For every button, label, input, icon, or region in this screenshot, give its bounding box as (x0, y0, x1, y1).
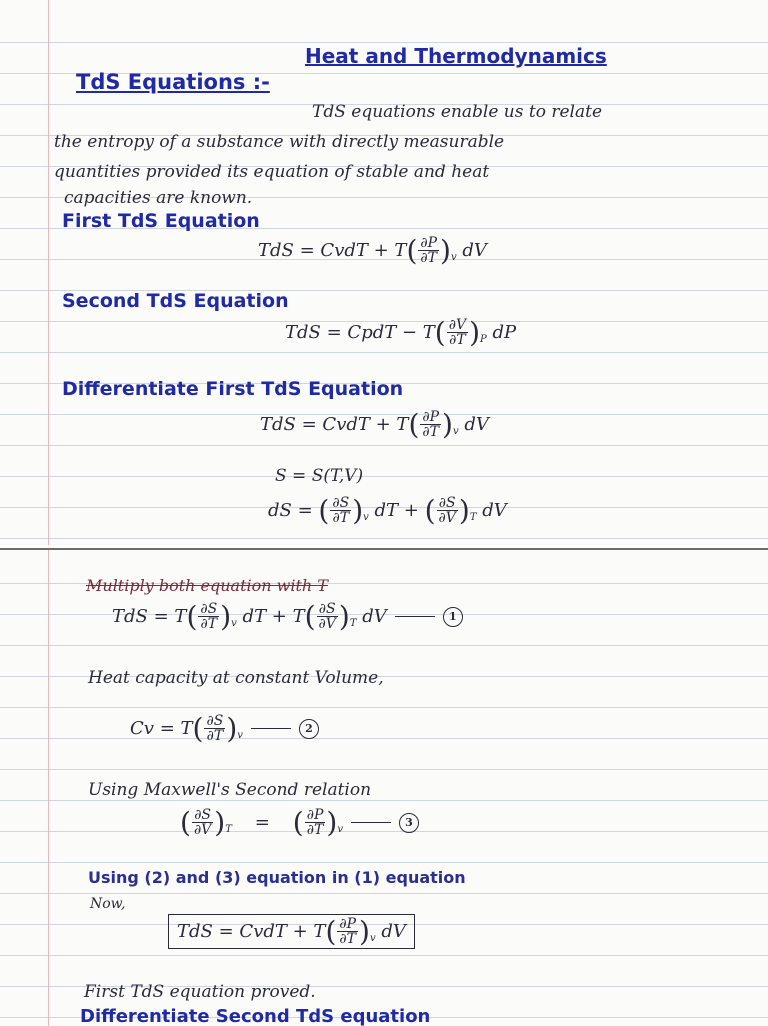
subscript: v (237, 730, 243, 741)
first-tds-equation: TdS = CvdT + T ( $\frac{\partial P}{\partial T}$ ) v dV (258, 233, 487, 267)
fraction-denominator: ∂V (438, 510, 456, 526)
maxwell-relation-text: Using Maxwell's Second relation (88, 780, 372, 800)
differentiate-first-heading: Differentiate First TdS Equation (62, 378, 404, 400)
eq-sign: = (153, 606, 169, 627)
equation-1: TdS = T ( $\frac{\partial S}{\partial T}$ ) v dT + T ( $\frac{\partial S}{\partial V}$ ) T dV 1 (112, 602, 463, 631)
fraction-numerator: ∂P (420, 235, 438, 251)
fraction-numerator: ∂S (206, 713, 224, 729)
eq-sign: = (218, 921, 234, 942)
fraction-denominator: ∂T (332, 510, 350, 526)
equation-3: ( $\frac{\partial S}{\partial V}$ ) T = ( $\frac{\partial P}{\partial T}$ ) v 3 (180, 808, 419, 837)
equation-number-3: 3 (399, 813, 419, 833)
fraction-numerator: ∂P (306, 807, 324, 823)
eq-term: dT + (374, 500, 419, 521)
eq-lhs: TdS (260, 414, 296, 435)
eq-differential: dV (362, 606, 387, 627)
eq-term: CvdT + T (322, 414, 409, 435)
fraction-denominator: ∂T (422, 424, 439, 440)
page-title: Heat and Thermodynamics (305, 44, 607, 68)
second-tds-equation: TdS = CpdT − T ( $\frac{\partial V}{\partial T}$ ) P dP (285, 315, 517, 349)
second-tds-heading: Second TdS Equation (62, 290, 289, 312)
eq-term: T (180, 718, 193, 739)
fraction-numerator: ∂S (194, 807, 212, 823)
entropy-function: S = S(T,V) (275, 466, 364, 486)
eq-lhs: TdS (285, 322, 321, 343)
notebook-page-2 (0, 548, 768, 1026)
subscript: v (231, 618, 237, 629)
differentiate-second-heading: Differentiate Second TdS equation (80, 1006, 431, 1026)
eq-sign: = (299, 240, 315, 261)
proved-note: First TdS equation proved. (84, 982, 316, 1002)
subscript: T (225, 824, 232, 835)
differentiate-first-equation: TdS = CvdT + T ( $\frac{\partial P}{\partial T}$ ) v dV (260, 407, 489, 441)
heat-capacity-text: Heat capacity at constant Volume, (88, 668, 384, 688)
margin-line (48, 0, 49, 545)
eq-term: dT + T (242, 606, 305, 627)
eq-sign: = (301, 414, 317, 435)
eq-sign: = (254, 812, 270, 833)
fraction-numerator: ∂S (318, 601, 336, 617)
eq-term: CvdT + T (320, 240, 407, 261)
fraction-numerator: ∂P (339, 916, 357, 932)
eq-lhs: TdS (177, 921, 213, 942)
subscript: v (363, 512, 369, 523)
fraction-denominator: ∂T (420, 250, 437, 266)
fraction-denominator: ∂T (306, 822, 324, 838)
eq-differential: dV (462, 240, 487, 261)
eq-differential: dP (492, 322, 517, 343)
fraction-numerator: ∂V (448, 317, 467, 333)
ds-equation: dS = ( $\frac{\partial S}{\partial T}$ ) v dT + ( $\frac{\partial S}{\partial V}$ ) T dV (268, 493, 507, 527)
fraction-denominator: ∂V (318, 616, 336, 632)
eq-sign: = (297, 500, 313, 521)
eq-sign: = (159, 718, 175, 739)
subscript: T (349, 618, 357, 629)
fraction-denominator: ∂T (449, 332, 466, 348)
intro-line-1: TdS equations enable us to relate (312, 102, 603, 122)
eq-lhs: dS (268, 500, 292, 521)
fraction-numerator: ∂S (332, 495, 350, 511)
intro-line-2: the entropy of a substance with directly measurable (54, 132, 505, 152)
fraction-denominator: ∂T (206, 728, 224, 744)
equation-number-1: 1 (443, 607, 463, 627)
equation-2: Cv = T ( $\frac{\partial S}{\partial T}$ ) v 2 (130, 714, 319, 743)
eq-term: CpdT − T (347, 322, 435, 343)
subscript: P (480, 334, 487, 345)
fraction-numerator: ∂P (422, 409, 440, 425)
eq-lhs: TdS (112, 606, 148, 627)
eq-differential: dV (482, 500, 507, 521)
eq-term: CvdT + T (239, 921, 326, 942)
now-label: Now, (90, 896, 126, 912)
fraction-numerator: ∂S (438, 495, 456, 511)
subscript: v (452, 426, 459, 437)
eq-sign: = (326, 322, 342, 343)
subscript: v (369, 933, 376, 944)
section-heading: TdS Equations :- (76, 70, 270, 94)
multiply-note: Multiply both equation with T (86, 576, 328, 595)
intro-line-4: capacities are known. (64, 188, 253, 208)
eq-term: T (174, 606, 187, 627)
eq-lhs: Cv (130, 718, 154, 739)
eq-lhs: TdS (258, 240, 294, 261)
margin-line (48, 550, 49, 1026)
subscript: v (450, 252, 457, 263)
eq-differential: dV (464, 414, 489, 435)
eq-differential: dV (381, 921, 406, 942)
fraction-numerator: ∂S (200, 601, 218, 617)
substitution-note: Using (2) and (3) equation in (1) equation (88, 868, 466, 887)
boxed-result-equation: TdS = CvdT + T ( $\frac{\partial P}{\partial T}$ ) v dV (168, 914, 415, 949)
fraction-denominator: ∂V (193, 822, 212, 838)
first-tds-heading: First TdS Equation (62, 210, 260, 232)
subscript: v (337, 824, 343, 835)
fraction-denominator: ∂T (339, 931, 356, 947)
intro-line-3: quantities provided its equation of stable and heat (54, 162, 490, 182)
fraction-denominator: ∂T (200, 616, 218, 632)
equation-number-2: 2 (299, 719, 319, 739)
subscript: T (469, 512, 477, 523)
